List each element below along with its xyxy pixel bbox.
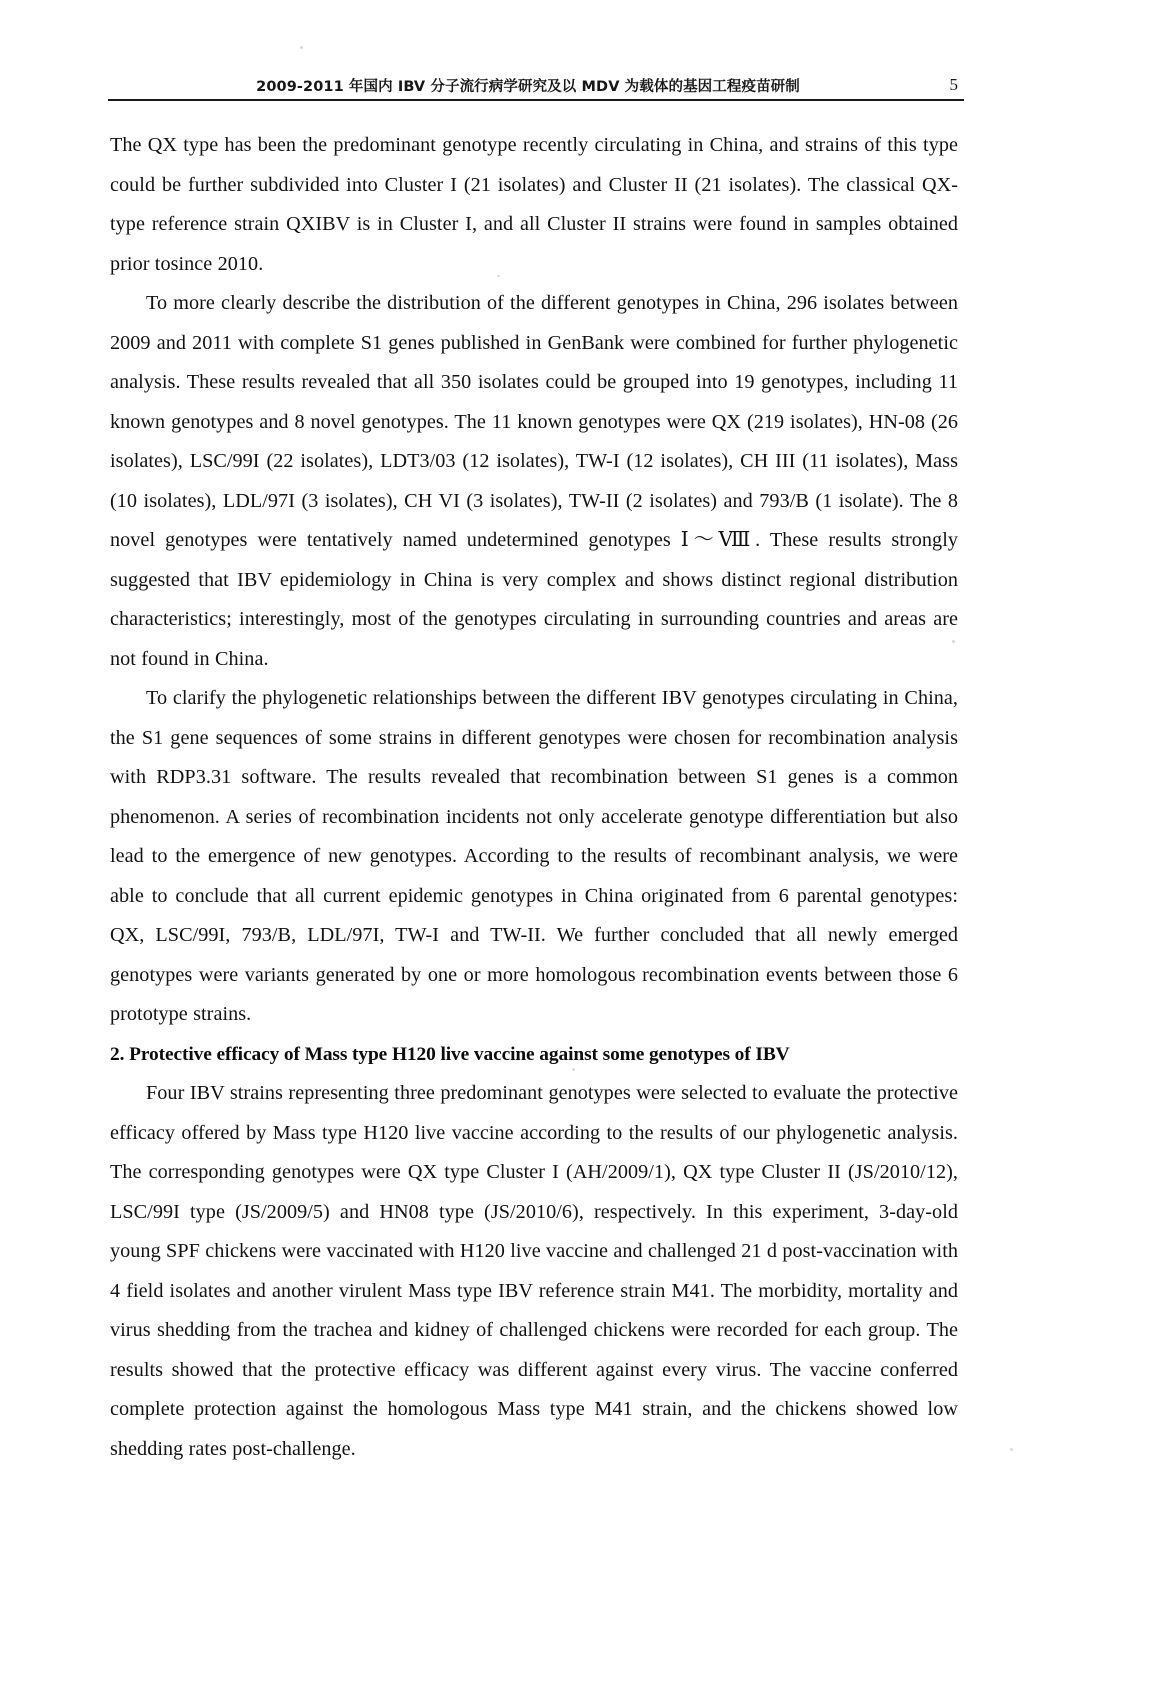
header-rule bbox=[108, 99, 964, 101]
running-head-title: 2009-2011 年国内 IBV 分子流行病学研究及以 MDV 为载体的基因工程疫苗研制 bbox=[256, 79, 800, 96]
body-text-column bbox=[110, 126, 958, 1469]
paragraph-qx-type: The QX type has been the predominant genotype recently circulating in China, and strains of this type could be further subdivided into Cluster I (21 isolates) and Cluster II (21 isolates). The classical QX-type reference strain QXIBV is in Cluster I, and all Cluster II strains were found in samples obtained prior tosince 2010. bbox=[110, 134, 958, 275]
section-heading-protective-efficacy: 2. Protective efficacy of Mass type H120 live vaccine against some genotypes of IBV bbox=[110, 1043, 790, 1065]
paragraph-genotype-distribution: To more clearly describe the distribution of the different genotypes in China, 296 isolates between 2009 and 2011 with complete S1 genes published in GenBank were combined for further phylogenetic analysis. These results revealed that all 350 isolates could be grouped into 19 genotypes, including 11 known genotypes and 8 novel genotypes. The 11 known genotypes were QX (219 isolates), HN-08 (26 isolates), LSC/99I (22 isolates), LDT3/03 (12 isolates), TW-I (12 isolates), CH III (11 isolates), Mass (10 isolates), LDL/97I (3 isolates), CH VI (3 isolates), TW-II (2 isolates) and 793/B (1 isolate). The 8 novel genotypes were tentatively named undetermined genotypes Ⅰ～Ⅷ. These results strongly suggested that IBV epidemiology in China is very complex and shows distinct regional distribution characteristics; interestingly, most of the genotypes circulating in surrounding countries and areas are not found in China. bbox=[110, 292, 958, 670]
paragraph-recombination-analysis: To clarify the phylogenetic relationships between the different IBV genotypes circulating in China, the S1 gene sequences of some strains in different genotypes were chosen for recombination analysis with RDP3.31 software. The results revealed that recombination between S1 genes is a common phenomenon. A series of recombination incidents not only accelerate genotype differentiation but also lead to the emergence of new genotypes. According to the results of recombinant analysis, we were able to conclude that all current epidemic genotypes in China originated from 6 parental genotypes: QX, LSC/99I, 793/B, LDL/97I, TW-I and TW-II. We further concluded that all newly emerged genotypes were variants generated by one or more homologous recombination events between those 6 prototype strains. bbox=[110, 687, 958, 1025]
paragraph-vaccine-experiment: Four IBV strains representing three predominant genotypes were selected to evaluate the protective efficacy offered by Mass type H120 live vaccine according to the results of our phylogenetic analysis. The corresponding genotypes were QX type Cluster I (AH/2009/1), QX type Cluster II (JS/2010/12), LSC/99I type (JS/2009/5) and HN08 type (JS/2010/6), respectively. In this experiment, 3-day-old young SPF chickens were vaccinated with H120 live vaccine and challenged 21 d post-vaccination with 4 field isolates and another virulent Mass type IBV reference strain M41. The morbidity, mortality and virus shedding from the trachea and kidney of challenged chickens were recorded for each group. The results showed that the protective efficacy was different against every virus. The vaccine conferred complete protection against the homologous Mass type M41 strain, and the chickens showed low shedding rates post-challenge. bbox=[110, 1082, 958, 1460]
scan-speck bbox=[300, 46, 303, 49]
page-number: 5 bbox=[949, 75, 958, 94]
running-head-row bbox=[108, 66, 964, 96]
scan-speck bbox=[1010, 1448, 1013, 1451]
running-head bbox=[108, 66, 964, 101]
